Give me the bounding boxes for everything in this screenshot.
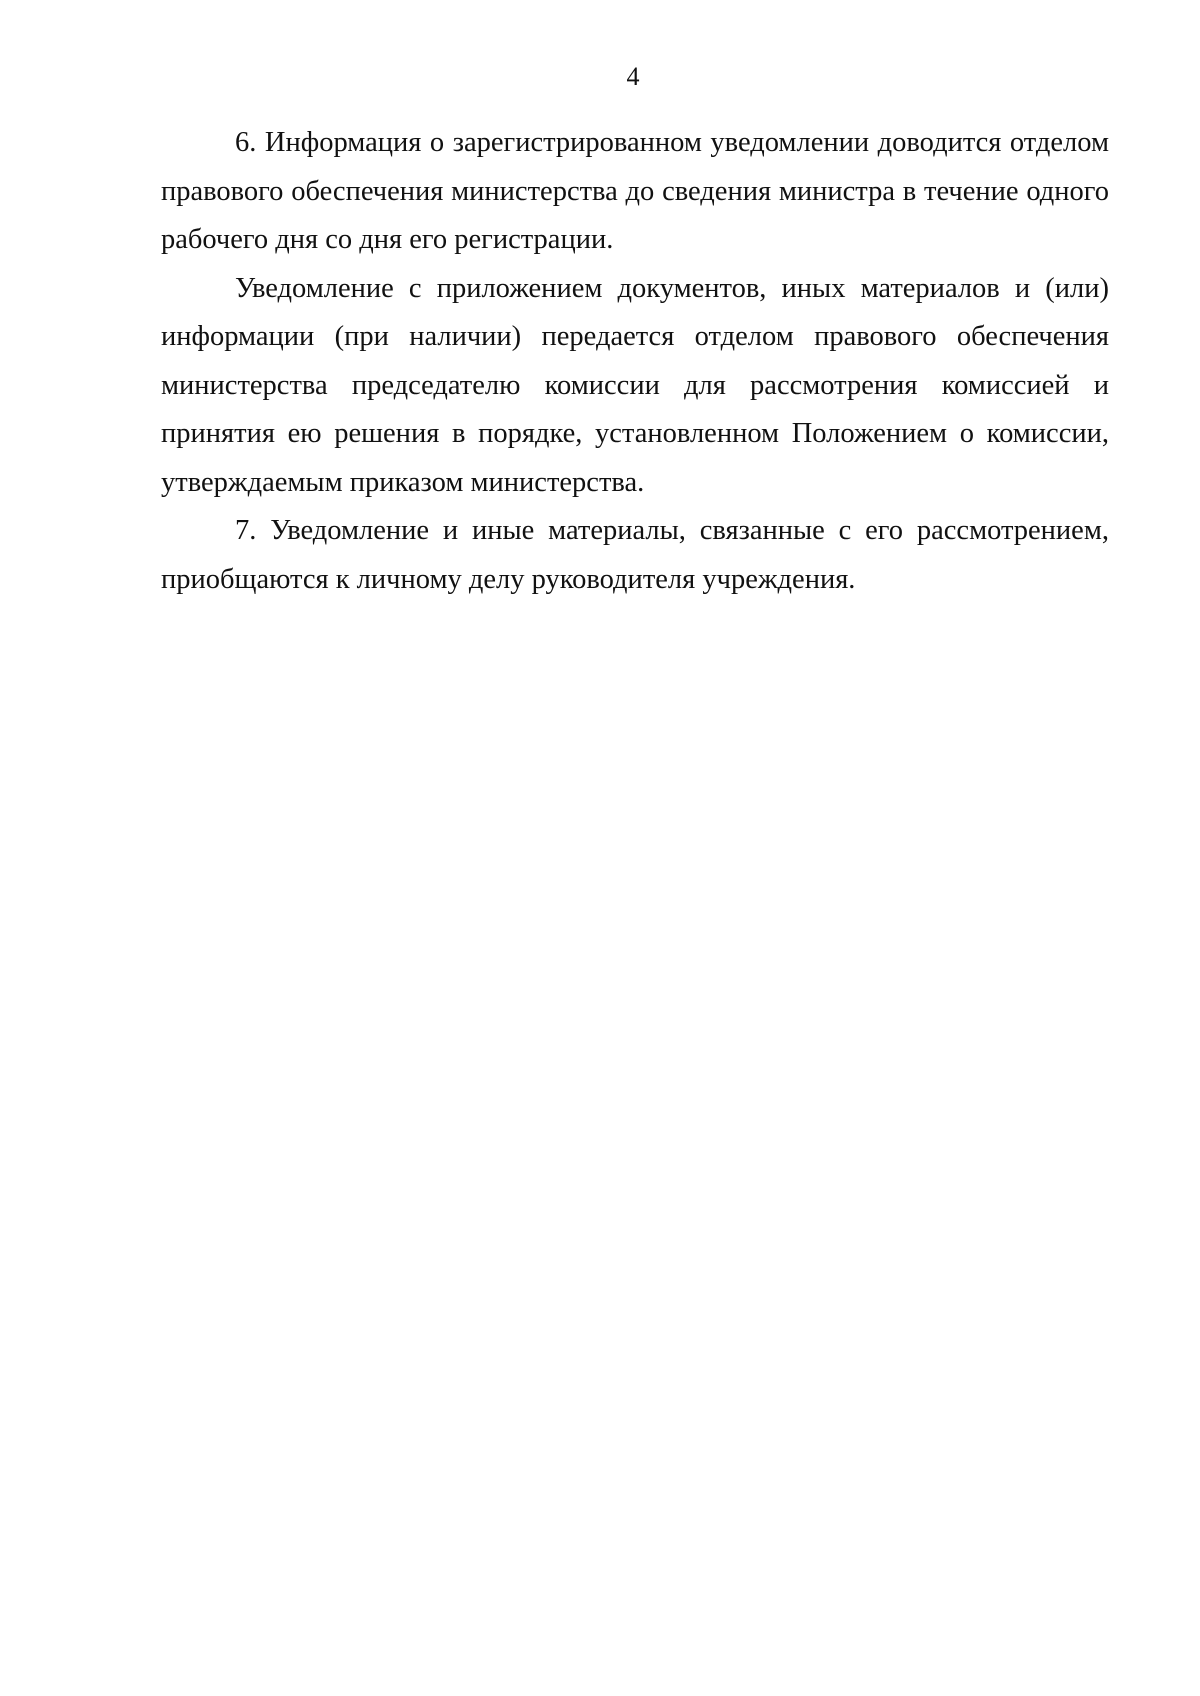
- document-body: [161, 119, 1109, 604]
- paragraph-item-7: 7. Уведомление и иные материалы, связанные с его рассмотрением, приобщаются к личному делу руководителя учреждения.: [161, 515, 1109, 595]
- paragraph-item-6: 6. Информация о зарегистрированном уведомлении доводится отделом правового обеспечения министерства до сведения министра в течение одного рабочего дня со дня его регистрации.: [161, 127, 1109, 255]
- paragraph-notification-transfer: Уведомление с приложением документов, иных материалов и (или) информации (при наличии) передается отделом правового обеспечения министерства председателю комиссии для рассмотрения комиссией и принятия ею решения в порядке, установленном Положением о комиссии, утверждаемым приказом министерства.: [161, 272, 1109, 498]
- page-number: 4: [626, 62, 640, 91]
